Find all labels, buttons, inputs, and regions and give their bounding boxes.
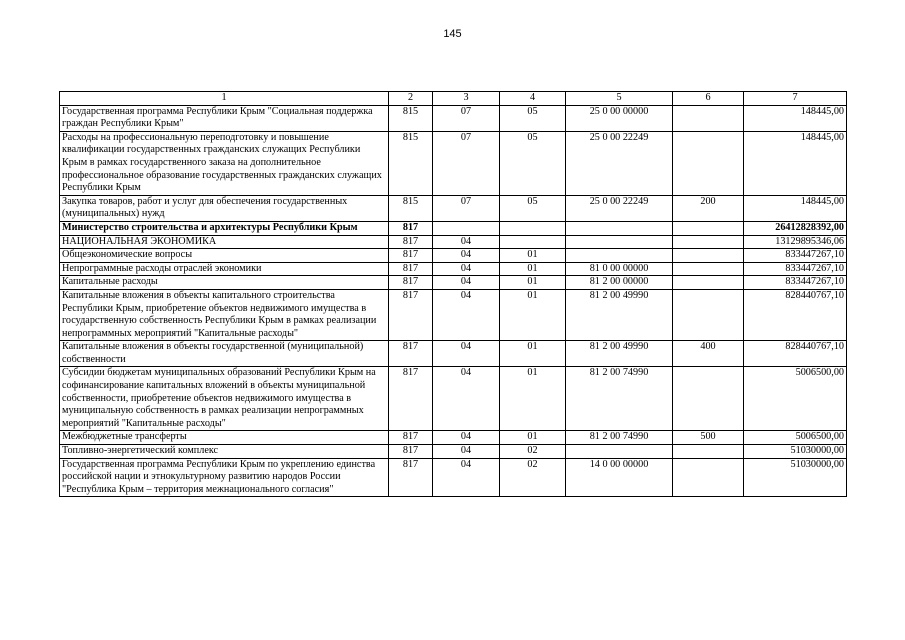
cell-subsection: 05 (500, 131, 566, 195)
cell-expense-type (673, 262, 744, 276)
cell-amount: 5006500,00 (744, 431, 847, 445)
cell-target-article: 81 2 00 49990 (566, 341, 673, 367)
header-row (60, 92, 847, 106)
cell-expense-type (673, 367, 744, 431)
cell-amount: 148445,00 (744, 105, 847, 131)
row-name: Министерство строительства и архитектуры Республики Крым (60, 221, 389, 235)
cell-target-article: 25 0 00 22249 (566, 195, 673, 221)
cell-target-article: 81 2 00 74990 (566, 367, 673, 431)
table-row (60, 235, 847, 249)
cell-subsection: 01 (500, 276, 566, 290)
cell-subsection: 02 (500, 445, 566, 459)
table-row (60, 249, 847, 263)
cell-ministry: 817 (389, 458, 433, 497)
cell-amount: 26412828392,00 (744, 221, 847, 235)
cell-amount: 5006500,00 (744, 367, 847, 431)
cell-target-article: 14 0 00 00000 (566, 458, 673, 497)
cell-section: 07 (433, 195, 500, 221)
cell-section: 04 (433, 431, 500, 445)
row-name: Топливно-энергетический комплекс (60, 445, 389, 459)
cell-amount: 51030000,00 (744, 458, 847, 497)
row-name: Капитальные вложения в объекты капитального строительства Республики Крым, приобретение объектов недвижимого имущества в государственную собственность Республики Крым в рамках реализации непрограммных мероприятий "Капитальные расходы" (60, 289, 389, 340)
column-header: 5 (566, 92, 673, 106)
row-name: Субсидии бюджетам муниципальных образований Республики Крым на софинансирование капитальных вложений в объекты муниципальной собственности, приобретение объектов недвижимого имущества в муниципальную собственность в рамках реализации непрограммных мероприятий "Капитальные расходы" (60, 367, 389, 431)
cell-subsection (500, 235, 566, 249)
cell-section: 04 (433, 262, 500, 276)
cell-amount: 828440767,10 (744, 289, 847, 340)
cell-expense-type (673, 289, 744, 340)
cell-target-article (566, 249, 673, 263)
cell-section: 04 (433, 445, 500, 459)
page-number: 145 (443, 28, 462, 40)
row-name: Капитальные вложения в объекты государственной (муниципальной) собственности (60, 341, 389, 367)
cell-subsection: 01 (500, 289, 566, 340)
table-row (60, 431, 847, 445)
cell-subsection: 01 (500, 249, 566, 263)
cell-section (433, 221, 500, 235)
cell-target-article: 81 2 00 49990 (566, 289, 673, 340)
table-row (60, 458, 847, 497)
cell-expense-type (673, 458, 744, 497)
cell-ministry: 817 (389, 445, 433, 459)
cell-amount: 13129895346,06 (744, 235, 847, 249)
cell-expense-type (673, 221, 744, 235)
cell-section: 04 (433, 235, 500, 249)
column-header: 3 (433, 92, 500, 106)
row-name: Общеэкономические вопросы (60, 249, 389, 263)
cell-amount: 828440767,10 (744, 341, 847, 367)
cell-expense-type (673, 445, 744, 459)
cell-subsection: 01 (500, 262, 566, 276)
cell-amount: 833447267,10 (744, 276, 847, 290)
row-name: Государственная программа Республики Крым "Социальная поддержка граждан Республики Крым" (60, 105, 389, 131)
cell-subsection: 02 (500, 458, 566, 497)
column-header: 4 (500, 92, 566, 106)
table-row (60, 445, 847, 459)
cell-expense-type (673, 276, 744, 290)
cell-expense-type: 400 (673, 341, 744, 367)
cell-ministry: 817 (389, 235, 433, 249)
cell-section: 04 (433, 276, 500, 290)
cell-section: 04 (433, 249, 500, 263)
table-row (60, 367, 847, 431)
table-row (60, 262, 847, 276)
cell-ministry: 817 (389, 276, 433, 290)
column-header: 6 (673, 92, 744, 106)
cell-subsection: 01 (500, 341, 566, 367)
cell-section: 04 (433, 289, 500, 340)
cell-target-article: 25 0 00 00000 (566, 105, 673, 131)
column-header: 7 (744, 92, 847, 106)
table-row (60, 341, 847, 367)
cell-subsection: 05 (500, 105, 566, 131)
cell-expense-type (673, 131, 744, 195)
row-name: НАЦИОНАЛЬНАЯ ЭКОНОМИКА (60, 235, 389, 249)
cell-target-article: 81 2 00 00000 (566, 276, 673, 290)
table-row (60, 195, 847, 221)
cell-target-article: 81 2 00 74990 (566, 431, 673, 445)
cell-amount: 833447267,10 (744, 262, 847, 276)
cell-target-article (566, 235, 673, 249)
table-row (60, 289, 847, 340)
cell-target-article (566, 221, 673, 235)
cell-expense-type: 500 (673, 431, 744, 445)
cell-expense-type (673, 249, 744, 263)
cell-section: 07 (433, 105, 500, 131)
cell-ministry: 817 (389, 367, 433, 431)
cell-section: 04 (433, 341, 500, 367)
row-name: Государственная программа Республики Крым по укреплению единства российской нации и этнокультурному развитию народов России "Республика Крым – территория межнационального согласия" (60, 458, 389, 497)
table-row (60, 131, 847, 195)
row-name: Непрограммные расходы отраслей экономики (60, 262, 389, 276)
cell-amount: 148445,00 (744, 195, 847, 221)
cell-ministry: 815 (389, 105, 433, 131)
cell-ministry: 817 (389, 262, 433, 276)
cell-ministry: 817 (389, 289, 433, 340)
cell-subsection: 01 (500, 367, 566, 431)
cell-section: 04 (433, 367, 500, 431)
table-row (60, 221, 847, 235)
cell-target-article (566, 445, 673, 459)
cell-target-article: 25 0 00 22249 (566, 131, 673, 195)
cell-ministry: 817 (389, 249, 433, 263)
cell-amount: 51030000,00 (744, 445, 847, 459)
cell-amount: 833447267,10 (744, 249, 847, 263)
budget-table (59, 91, 847, 497)
cell-expense-type (673, 105, 744, 131)
cell-subsection: 01 (500, 431, 566, 445)
cell-section: 07 (433, 131, 500, 195)
cell-expense-type: 200 (673, 195, 744, 221)
row-name: Межбюджетные трансферты (60, 431, 389, 445)
table-row (60, 105, 847, 131)
cell-ministry: 815 (389, 131, 433, 195)
row-name: Капитальные расходы (60, 276, 389, 290)
row-name: Расходы на профессиональную переподготовку и повышение квалификации государственных гражданских служащих Республики Крым в рамках государственного заказа на дополнительное профессиональное образование государственных гражданских служащих Республики Крым (60, 131, 389, 195)
cell-subsection: 05 (500, 195, 566, 221)
cell-target-article: 81 0 00 00000 (566, 262, 673, 276)
cell-ministry: 815 (389, 195, 433, 221)
column-header: 2 (389, 92, 433, 106)
column-header: 1 (60, 92, 389, 106)
cell-amount: 148445,00 (744, 131, 847, 195)
table-row (60, 276, 847, 290)
cell-ministry: 817 (389, 221, 433, 235)
cell-ministry: 817 (389, 341, 433, 367)
cell-ministry: 817 (389, 431, 433, 445)
cell-subsection (500, 221, 566, 235)
cell-expense-type (673, 235, 744, 249)
cell-section: 04 (433, 458, 500, 497)
row-name: Закупка товаров, работ и услуг для обеспечения государственных (муниципальных) нужд (60, 195, 389, 221)
